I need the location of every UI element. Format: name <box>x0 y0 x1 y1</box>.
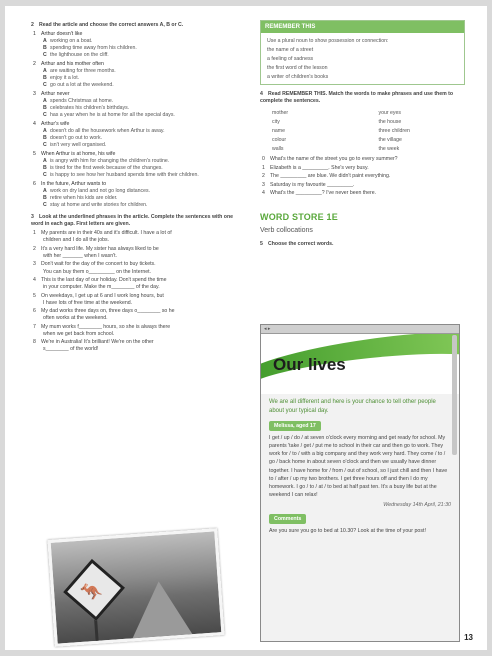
sentence-continuation: when we get back from school. <box>43 330 115 337</box>
sentence-number: 1 <box>262 164 265 171</box>
sentence-continuation: with her _______ when I wasn't. <box>43 252 117 259</box>
sentence-item <box>260 173 465 180</box>
author-tag: Melissa, aged 17 <box>269 421 321 431</box>
option-text: spending time away from his children. <box>50 45 137 52</box>
option-text: enjoy it a lot. <box>50 75 80 82</box>
sentence-number: 3 <box>262 181 265 188</box>
sentence-continuation: in your computer. Make the m________ of the day. <box>43 284 160 291</box>
road-shape <box>129 579 193 638</box>
option-letter: C <box>43 142 47 149</box>
question-item <box>31 151 241 158</box>
answer-option[interactable] <box>31 82 241 89</box>
question-item <box>31 31 241 38</box>
option-text: is tired for the first week because of the changes. <box>50 165 163 172</box>
answer-option[interactable] <box>31 188 241 195</box>
option-text: spends Christmas at home. <box>50 98 114 105</box>
answer-option[interactable] <box>31 195 241 202</box>
exercise-3-sentences <box>31 230 241 353</box>
site-logo: Our lives <box>273 355 346 374</box>
remember-this-body <box>261 33 464 84</box>
sentence-text: It's a very hard life. My sister has always liked to be <box>41 245 159 252</box>
option-letter: B <box>43 75 47 82</box>
remember-line: a writer of children's books <box>267 74 329 81</box>
option-letter: C <box>43 112 47 119</box>
sentence-item <box>31 293 241 307</box>
exercise-4-heading <box>260 91 465 105</box>
answer-option[interactable] <box>31 105 241 112</box>
option-text: has a year when he is at home for all the special days. <box>50 112 175 119</box>
kangaroo-sign-photo <box>47 528 224 647</box>
sentence-text: Elizabeth is a _________. She's very busy. <box>270 164 369 171</box>
match-left: mother <box>272 110 289 117</box>
left-column <box>31 22 241 353</box>
option-text: celebrates his children's birthdays. <box>50 105 130 112</box>
option-letter: A <box>43 68 47 75</box>
option-letter: A <box>43 38 47 45</box>
sentence-number: 1 <box>33 230 36 237</box>
answer-option[interactable] <box>31 52 241 59</box>
browser-bar: ◂ ▸ <box>261 325 459 334</box>
post-paragraph: I get / up / do / at seven o'clock every morning and get ready for school. My parents 'take / get / put me to school in their car and then go to work. They work for / to / with a big company and they work very hard. They come / to / go / back home in about seven o'clock and then we usually have dinner together. I have home for / from / out of school, so I just chill and then I have to / after / up my two brothers. I get three hours off and then I do my homework. I go / to / at / to bed at half past ten. It's a busy life but at the weekend I can relax! <box>269 434 448 499</box>
question-stem: Arthur's wife <box>41 121 70 128</box>
sentence-item <box>31 308 241 322</box>
option-text: the lighthouse on the cliff. <box>50 52 109 59</box>
exercise-4-sentences <box>260 156 465 197</box>
page-number: 13 <box>464 633 473 643</box>
question-number: 5 <box>33 151 36 158</box>
option-letter: C <box>43 82 47 89</box>
sentence-item <box>260 190 465 197</box>
scrollbar <box>452 335 457 455</box>
answer-option[interactable] <box>31 45 241 52</box>
sentence-continuation: children and I do all the jobs. <box>43 237 110 244</box>
sentence-text: My mum works f________ hours, so she is always there <box>41 323 171 330</box>
sentence-item <box>31 230 241 244</box>
sentence-continuation: s________ of the world! <box>43 346 99 353</box>
exercise-instruction: Choose the correct words. <box>268 240 334 247</box>
comments-tag: Comments <box>269 514 306 524</box>
sentence-continuation: often works at the weekend. <box>43 315 108 322</box>
sentence-text: What's the name of the street you go to every summer? <box>270 156 398 163</box>
match-right: the village <box>378 137 402 144</box>
option-letter: A <box>43 188 47 195</box>
option-text: retire when his kids are older. <box>50 195 118 202</box>
exercise-number: 4 <box>260 91 263 98</box>
option-letter: B <box>43 195 47 202</box>
sentence-text: What's the _________? I've never been there. <box>270 190 377 197</box>
comment-text: Are you sure you go to bed at 10.30? Look at the time of your post! <box>269 527 426 534</box>
exercise-2-heading <box>31 22 241 29</box>
answer-option[interactable] <box>31 165 241 172</box>
sentence-continuation: You can buy them o_________ on the Internet. <box>43 268 151 275</box>
question-item <box>31 61 241 68</box>
answer-option[interactable] <box>31 172 241 179</box>
option-text: is happy to see how her husband spends time with their children. <box>50 172 199 179</box>
option-letter: A <box>43 128 47 135</box>
option-letter: C <box>43 202 47 209</box>
option-text: go out a lot at the weekend. <box>50 82 114 89</box>
sentence-text: On weekdays, I get up at 6 and I work long hours, but <box>41 292 164 299</box>
kangaroo-icon: 🦘 <box>79 581 104 603</box>
sentence-number: 7 <box>33 323 36 330</box>
question-stem: In the future, Arthur wants to <box>41 181 107 188</box>
sentence-number: 3 <box>33 261 36 268</box>
match-right: the week <box>378 146 400 153</box>
sentence-number: 0 <box>262 156 265 163</box>
option-letter: A <box>43 98 47 105</box>
sentence-item <box>31 277 241 291</box>
option-letter: B <box>43 165 47 172</box>
sentence-number: 4 <box>33 277 36 284</box>
question-item <box>31 181 241 188</box>
answer-option[interactable] <box>31 128 241 135</box>
site-body <box>261 394 459 539</box>
exercise-instruction: Read REMEMBER THIS. Match the words to make phrases and use them to complete the sentences. <box>260 91 454 105</box>
match-left: name <box>272 128 285 135</box>
match-right: the house <box>378 119 402 126</box>
sentence-text: My dad works three days on, three days o________ so he <box>41 308 175 315</box>
word-store-title: WORD STORE 1E <box>260 212 338 223</box>
exercise-instruction: Look at the underlined phrases in the article. Complete the sentences with one word in each gap. First letters are given. <box>31 214 233 228</box>
match-right: your eyes <box>378 110 401 117</box>
answer-option[interactable] <box>31 135 241 142</box>
sentence-text: The _________ are blue. We didn't paint everything. <box>270 173 391 180</box>
site-intro: We are all different and here is your chance to tell other people about your typical day. <box>269 399 436 415</box>
sentence-number: 8 <box>33 339 36 346</box>
exercise-3-heading <box>31 214 241 228</box>
answer-option[interactable] <box>31 158 241 165</box>
option-letter: B <box>43 135 47 142</box>
sentence-item <box>31 339 241 353</box>
remember-intro: Use a plural noun to show possession or connection: <box>267 38 389 45</box>
workbook-page <box>5 6 487 650</box>
sentence-text: Saturday is my favourite _________. <box>270 181 355 188</box>
post-date: Wednesday 14th April, 21:30 <box>383 502 451 509</box>
option-text: doesn't do all the housework when Arthur is away. <box>50 128 165 135</box>
sentence-number: 5 <box>33 292 36 299</box>
answer-option[interactable] <box>31 38 241 45</box>
option-text: isn't very well organised. <box>50 142 107 149</box>
question-stem: Arthur doesn't like <box>41 31 83 38</box>
sentence-number: 4 <box>262 190 265 197</box>
sentence-number: 2 <box>33 245 36 252</box>
exercise-5-heading <box>260 241 465 248</box>
remember-this-box <box>260 20 465 85</box>
option-letter: C <box>43 172 47 179</box>
question-stem: Arthur and his mother often <box>41 61 104 68</box>
question-item <box>31 121 241 128</box>
sentence-item <box>31 324 241 338</box>
question-item <box>31 91 241 98</box>
remember-this-title: REMEMBER THIS <box>261 21 464 33</box>
option-letter: A <box>43 158 47 165</box>
match-left: city <box>272 119 280 126</box>
remember-line: a feeling of sadness <box>267 56 314 63</box>
answer-option[interactable] <box>31 75 241 82</box>
answer-option[interactable] <box>31 112 241 119</box>
match-right: three children <box>378 128 410 135</box>
sentence-item <box>260 165 465 172</box>
question-stem: Arthur never <box>41 91 70 98</box>
remember-line: the first word of the lesson <box>267 65 328 72</box>
right-column <box>260 20 465 250</box>
option-letter: B <box>43 105 47 112</box>
option-text: doesn't go out to work. <box>50 135 103 142</box>
answer-option[interactable] <box>31 142 241 149</box>
sentence-item <box>31 261 241 275</box>
exercise-2-questions <box>31 31 241 209</box>
sentence-item <box>260 156 465 163</box>
option-text: are waiting for three months. <box>50 68 116 75</box>
question-number: 2 <box>33 61 36 68</box>
question-stem: When Arthur is at home, his wife <box>41 151 116 158</box>
sentence-number: 6 <box>33 308 36 315</box>
exercise-number: 5 <box>260 240 263 247</box>
exercise-instruction: Read the article and choose the correct answers A, B or C. <box>39 22 184 28</box>
answer-option[interactable] <box>31 202 241 209</box>
site-banner <box>261 334 459 394</box>
question-number: 4 <box>33 121 36 128</box>
word-store-subtitle: Verb collocations <box>260 226 313 234</box>
option-text: working on a boat. <box>50 38 93 45</box>
sentence-text: My parents are in their 40s and it's difficult. I have a lot of <box>41 230 172 237</box>
exercise-number: 2 <box>31 22 34 28</box>
remember-line: the name of a street <box>267 47 314 54</box>
question-number: 3 <box>33 91 36 98</box>
answer-option[interactable] <box>31 68 241 75</box>
sentence-continuation: I have lots of free time at the weekend. <box>43 299 133 306</box>
option-text: stay at home and write stories for children. <box>50 202 148 209</box>
option-text: is angry with him for changing the children's routine. <box>50 158 170 165</box>
option-letter: C <box>43 52 47 59</box>
sentence-item <box>31 246 241 260</box>
option-letter: B <box>43 45 47 52</box>
match-columns <box>260 108 465 153</box>
match-left: colour <box>272 137 287 144</box>
option-text: work on dry land and not go long distances. <box>50 188 151 195</box>
exercise-number: 3 <box>31 214 34 221</box>
website-mockup <box>260 324 460 642</box>
sentence-number: 2 <box>262 173 265 180</box>
match-left: walls <box>272 146 284 153</box>
answer-option[interactable] <box>31 98 241 105</box>
sentence-text: Don't wait for the day of the concert to buy tickets. <box>41 261 156 268</box>
sentence-text: We're in Australia! It's brilliant! We're on the other <box>41 339 154 346</box>
question-number: 6 <box>33 181 36 188</box>
sentence-item <box>260 182 465 189</box>
question-number: 1 <box>33 31 36 38</box>
sentence-text: This is the last day of our holiday. Don't spend the time <box>41 277 167 284</box>
